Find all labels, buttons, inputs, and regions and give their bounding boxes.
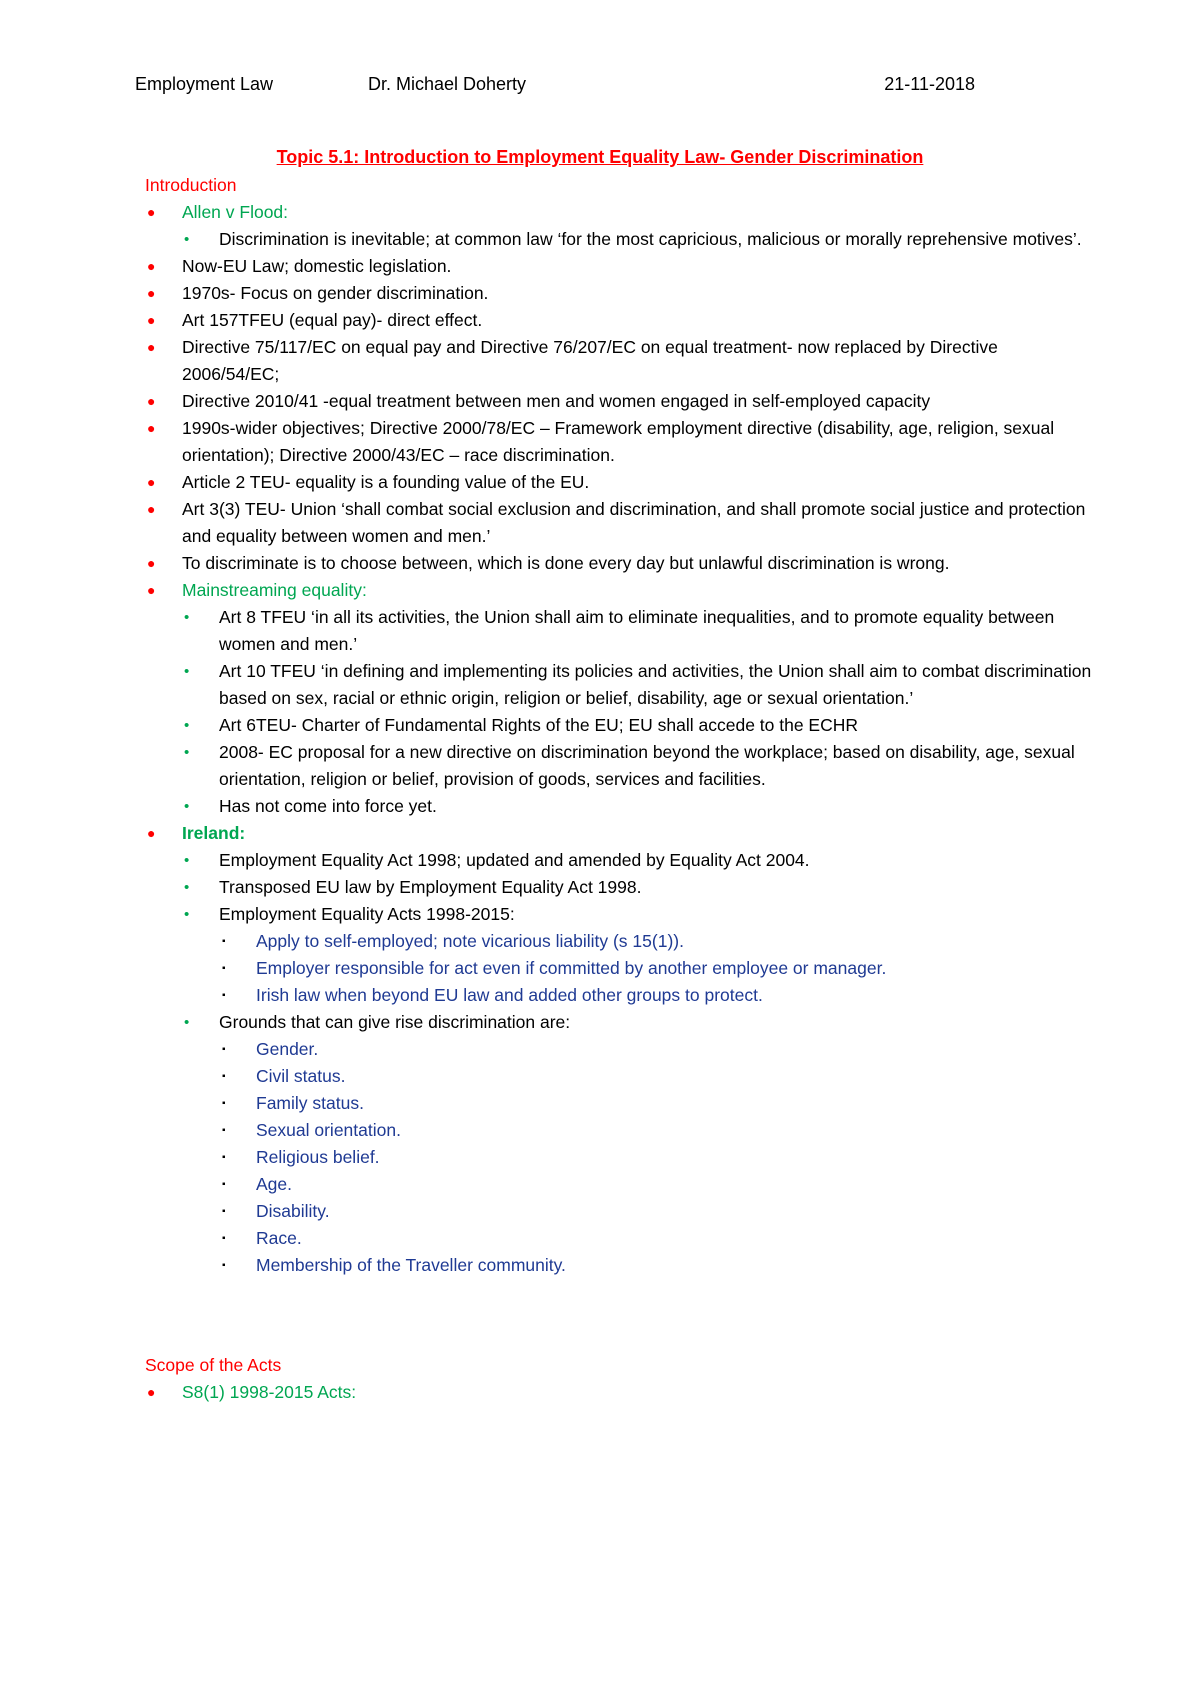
list-item-text: Art 6TEU- Charter of Fundamental Rights of the EU; EU shall accede to the ECHR [219,715,859,735]
list-item-text: To discriminate is to choose between, which is done every day but unlawful discrimination is wrong. [182,553,950,573]
list-item-text: Membership of the Traveller community. [256,1255,566,1275]
bullet-list-level-2 [182,847,1095,1279]
list-item [219,955,1095,982]
list-item-text: Gender. [256,1039,319,1059]
square-bullet-icon: ▪ [222,1098,226,1109]
square-bullet-icon: ▪ [222,990,226,1001]
list-item-text: Has not come into force yet. [219,796,437,816]
square-bullet-icon: ▪ [222,1233,226,1244]
square-bullet-icon: ▪ [222,936,226,947]
bullet-list-level-2 [182,604,1095,820]
header-lecturer: Dr. Michael Doherty [368,74,527,94]
red-bullet-icon: ● [147,339,156,355]
green-dot-icon: • [184,744,190,761]
list-item-text: Ireland: [182,823,246,843]
list-item-text: Employer responsible for act even if committed by another employee or manager. [256,958,887,978]
square-bullet-icon: ▪ [222,1152,226,1163]
list-item-text: Article 2 TEU- equality is a founding value of the EU. [182,472,590,492]
list-item [219,1117,1095,1144]
green-dot-icon: • [184,906,190,923]
list-item [145,1379,1095,1406]
square-bullet-icon: ▪ [222,1044,226,1055]
red-bullet-icon: ● [147,501,156,517]
list-item [219,1225,1095,1252]
square-bullet-icon: ▪ [222,1125,226,1136]
green-dot-icon: • [184,852,190,869]
list-item [182,604,1095,658]
list-item-text: Art 157TFEU (equal pay)- direct effect. [182,310,483,330]
list-item [145,469,1095,496]
list-item-text: Directive 2010/41 -equal treatment between men and women engaged in self-employed capacity [182,391,931,411]
list-item-text: Directive 75/117/EC on equal pay and Directive 76/207/EC on equal treatment- now replaced by Directive 2006/54/EC; [182,337,998,384]
list-item [145,280,1095,307]
red-bullet-icon: ● [147,582,156,598]
list-item-text: Disability. [256,1201,330,1221]
list-item [182,1009,1095,1279]
red-bullet-icon: ● [147,474,156,490]
list-item [219,982,1095,1009]
red-bullet-icon: ● [147,420,156,436]
list-item [219,1063,1095,1090]
list-item-text: Mainstreaming equality: [182,580,367,600]
green-dot-icon: • [184,798,190,815]
list-item [219,1090,1095,1117]
green-dot-icon: • [184,231,190,248]
square-bullet-icon: ▪ [222,1179,226,1190]
list-item [182,739,1095,793]
list-item [182,847,1095,874]
list-item-text: Employment Equality Acts 1998-2015: [219,904,515,924]
red-bullet-icon: ● [147,393,156,409]
square-bullet-icon: ▪ [222,1260,226,1271]
document-body [145,172,1095,1406]
list-item-text: Art 3(3) TEU- Union ‘shall combat social exclusion and discrimination, and shall promote social justice and protection and equality between women and men.’ [182,499,1086,546]
red-bullet-icon: ● [147,204,156,220]
list-item-text: Apply to self-employed; note vicarious liability (s 15(1)). [256,931,684,951]
list-item-text: 1970s- Focus on gender discrimination. [182,283,489,303]
list-item [145,253,1095,280]
list-item [145,307,1095,334]
list-item-text: Age. [256,1174,292,1194]
list-item [145,496,1095,550]
list-item-text: Race. [256,1228,302,1248]
list-item-text: 1990s-wider objectives; Directive 2000/78/EC – Framework employment directive (disability, age, religion, sexual orientation); Directive 2000/43/EC – race discrimination. [182,418,1055,465]
list-item [182,658,1095,712]
green-dot-icon: • [184,879,190,896]
section-spacer [145,1279,1095,1352]
red-bullet-icon: ● [147,1384,156,1400]
list-item [145,820,1095,1279]
green-dot-icon: • [184,609,190,626]
list-item-text: Art 8 TFEU ‘in all its activities, the Union shall aim to eliminate inequalities, and to promote equality between women and men.’ [219,607,1055,654]
list-item [182,793,1095,820]
list-item [219,1171,1095,1198]
list-item-text: Allen v Flood: [182,202,289,222]
green-dot-icon: • [184,1014,190,1031]
list-item [145,334,1095,388]
list-item [219,1252,1095,1279]
page-header [0,74,1200,100]
bullet-list-level-1 [145,1379,1095,1406]
list-item-text: Family status. [256,1093,364,1113]
red-bullet-icon: ● [147,825,156,841]
red-bullet-icon: ● [147,312,156,328]
list-item [145,550,1095,577]
list-item [182,901,1095,1009]
list-item-text: Transposed EU law by Employment Equality Act 1998. [219,877,642,897]
list-item-text: S8(1) 1998-2015 Acts: [182,1382,357,1402]
list-item-text: Sexual orientation. [256,1120,401,1140]
bullet-list-level-3 [219,928,1095,1009]
list-item [145,199,1095,253]
green-dot-icon: • [184,663,190,680]
list-item [145,415,1095,469]
bullet-list-level-1 [145,199,1095,1279]
list-item [145,577,1095,820]
header-course: Employment Law [135,74,274,94]
list-item-text: Grounds that can give rise discrimination are: [219,1012,571,1032]
red-bullet-icon: ● [147,285,156,301]
list-item-text: Now-EU Law; domestic legislation. [182,256,452,276]
list-item [219,1036,1095,1063]
document-title: Topic 5.1: Introduction to Employment Equality Law- Gender Discrimination [276,147,924,167]
square-bullet-icon: ▪ [222,1206,226,1217]
list-item [219,1144,1095,1171]
list-item [145,388,1095,415]
list-item-text: Art 10 TFEU ‘in defining and implementing its policies and activities, the Union shall aim to combat discrimination based on sex, racial or ethnic origin, religion or belief, disability, age or sexual orientation.’ [219,661,1092,708]
list-item-text: Religious belief. [256,1147,380,1167]
list-item [182,712,1095,739]
section-heading: Scope of the Acts [145,1355,282,1375]
list-item-text: Civil status. [256,1066,346,1086]
header-date: 21-11-2018 [884,74,975,94]
list-item-text: Irish law when beyond EU law and added other groups to protect. [256,985,763,1005]
list-item [219,1198,1095,1225]
bullet-list-level-3 [219,1036,1095,1279]
bullet-list-level-2 [182,226,1095,253]
section-heading: Introduction [145,175,237,195]
list-item [219,928,1095,955]
list-item-text: Discrimination is inevitable; at common law ‘for the most capricious, malicious or morally reprehensive motives’. [219,229,1082,249]
list-item-text: 2008- EC proposal for a new directive on discrimination beyond the workplace; based on disability, age, sexual orientation, religion or belief, provision of goods, services and facilities. [219,742,1075,789]
red-bullet-icon: ● [147,555,156,571]
list-item-text: Employment Equality Act 1998; updated and amended by Equality Act 2004. [219,850,810,870]
list-item [182,226,1095,253]
red-bullet-icon: ● [147,258,156,274]
list-item [182,874,1095,901]
square-bullet-icon: ▪ [222,1071,226,1082]
square-bullet-icon: ▪ [222,963,226,974]
green-dot-icon: • [184,717,190,734]
